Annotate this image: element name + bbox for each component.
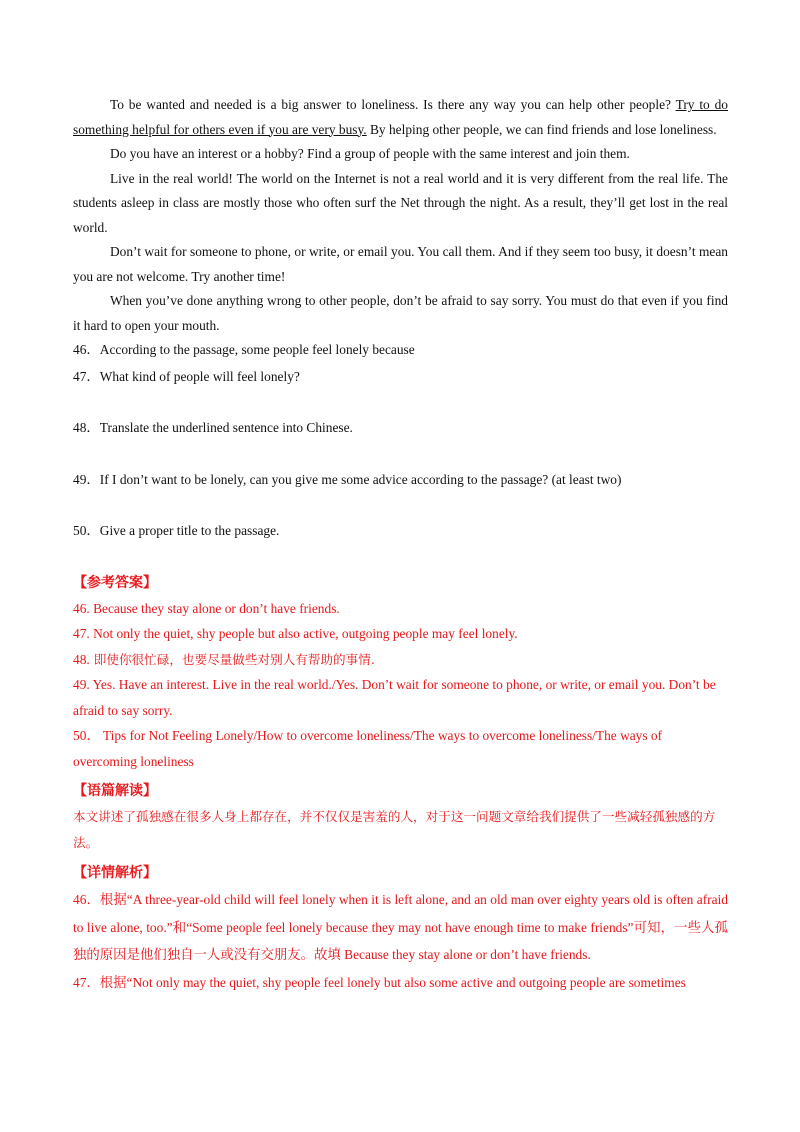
passage-paragraph-1 bbox=[73, 93, 728, 142]
answer-text: Because they stay alone or don’t have friends. bbox=[89, 600, 340, 616]
question-47 bbox=[73, 365, 728, 390]
document-page bbox=[73, 93, 728, 996]
question-49 bbox=[73, 468, 728, 493]
answers-header: 【参考答案】 bbox=[73, 574, 157, 591]
question-text: Give a proper title to the passage. bbox=[99, 523, 280, 538]
question-number: 49． bbox=[73, 471, 100, 487]
answer-number: 50． bbox=[73, 728, 100, 743]
answer-48 bbox=[73, 647, 728, 673]
question-50 bbox=[73, 519, 728, 544]
passage-paragraph-4: Don’t wait for someone to phone, or write, or email you. You call them. And if they seem too busy, it doesn’t mean you are not welcome. Try another time! bbox=[73, 244, 728, 284]
question-number: 46． bbox=[73, 342, 100, 357]
answer-number: 48. bbox=[73, 651, 90, 667]
question-number: 50． bbox=[73, 523, 100, 538]
analysis-number: 47． bbox=[73, 974, 100, 990]
passage-paragraph-5: When you’ve done anything wrong to other people, don’t be afraid to say sorry. You must do that even if you find it hard to open your mouth. bbox=[73, 293, 728, 333]
question-text: If I don’t want to be lonely, can you give me some advice according to the passage? (at least two) bbox=[99, 471, 622, 487]
answer-space bbox=[73, 441, 728, 468]
question-number: 48． bbox=[73, 420, 100, 435]
question-text: Translate the underlined sentence into Chinese. bbox=[99, 420, 353, 435]
answer-number: 47. bbox=[73, 626, 90, 641]
answer-number: 49. bbox=[73, 677, 90, 692]
answer-space bbox=[73, 389, 728, 416]
answer-number: 46. bbox=[73, 600, 90, 616]
answer-50 bbox=[73, 723, 728, 774]
question-48 bbox=[73, 416, 728, 441]
analysis-text: 根据“Not only may the quiet, shy people feel lonely but also some active and outgoing people are sometimes bbox=[99, 974, 686, 990]
answer-46 bbox=[73, 596, 728, 622]
passage-text: By helping other people, we can find friends and lose loneliness. bbox=[366, 121, 717, 137]
answer-49 bbox=[73, 672, 728, 723]
passage-paragraph-2: Do you have an interest or a hobby? Find a group of people with the same interest and join them. bbox=[110, 146, 630, 161]
reading-header: 【语篇解读】 bbox=[73, 783, 157, 799]
analysis-number: 46． bbox=[73, 892, 100, 907]
answer-text: Tips for Not Feeling Lonely/How to overcome loneliness/The ways to overcome loneliness/The ways of overcoming loneliness bbox=[73, 728, 663, 769]
analysis-46 bbox=[73, 886, 728, 969]
answer-space bbox=[73, 492, 728, 519]
answer-47 bbox=[73, 621, 728, 647]
analysis-47 bbox=[73, 969, 728, 997]
reading-text: 本文讲述了孤独感在很多人身上都存在，并不仅仅是害羞的人，对于这一问题文章给我们提供了一些减轻孤独感的方法。 bbox=[73, 809, 716, 850]
question-text: According to the passage, some people feel lonely because bbox=[99, 342, 415, 357]
analysis-header: 【详情解析】 bbox=[73, 865, 157, 881]
underlined-sentence: Try to do something helpful for others even if you are very busy. bbox=[73, 97, 728, 137]
passage-paragraph-3: Live in the real world! The world on the Internet is not a real world and it is very different from the real life. The students asleep in class are mostly those who often surf the Net through the night. As a result, they’ll get lost in the real world. bbox=[73, 170, 728, 235]
question-text: What kind of people will feel lonely? bbox=[99, 368, 300, 384]
answer-text: 即使你很忙碌，也要尽量做些对别人有帮助的事情. bbox=[89, 651, 375, 667]
answer-text: Yes. Have an interest. Live in the real world./Yes. Don’t wait for someone to phone, or write, or email you. Don’t be afraid to say sorry. bbox=[73, 677, 716, 718]
analysis-text: 根据“A three-year-old child will feel lonely when it is left alone, and an old man over eighty years old is often afraid to live alone, too.”和“Some people feel lonely because they may not have enough time to make friends”可知，一些人孤独的原因是他们独自一人或没有交朋友。故填 Because they stay alone or don’t have friends. bbox=[73, 892, 728, 962]
question-number: 47． bbox=[73, 368, 100, 384]
passage-text: To be wanted and needed is a big answer to loneliness. Is there any way you can help other people? bbox=[110, 97, 676, 112]
section-spacer bbox=[73, 544, 728, 566]
question-46 bbox=[73, 338, 728, 363]
answer-text: Not only the quiet, shy people but also active, outgoing people may feel lonely. bbox=[89, 626, 518, 641]
